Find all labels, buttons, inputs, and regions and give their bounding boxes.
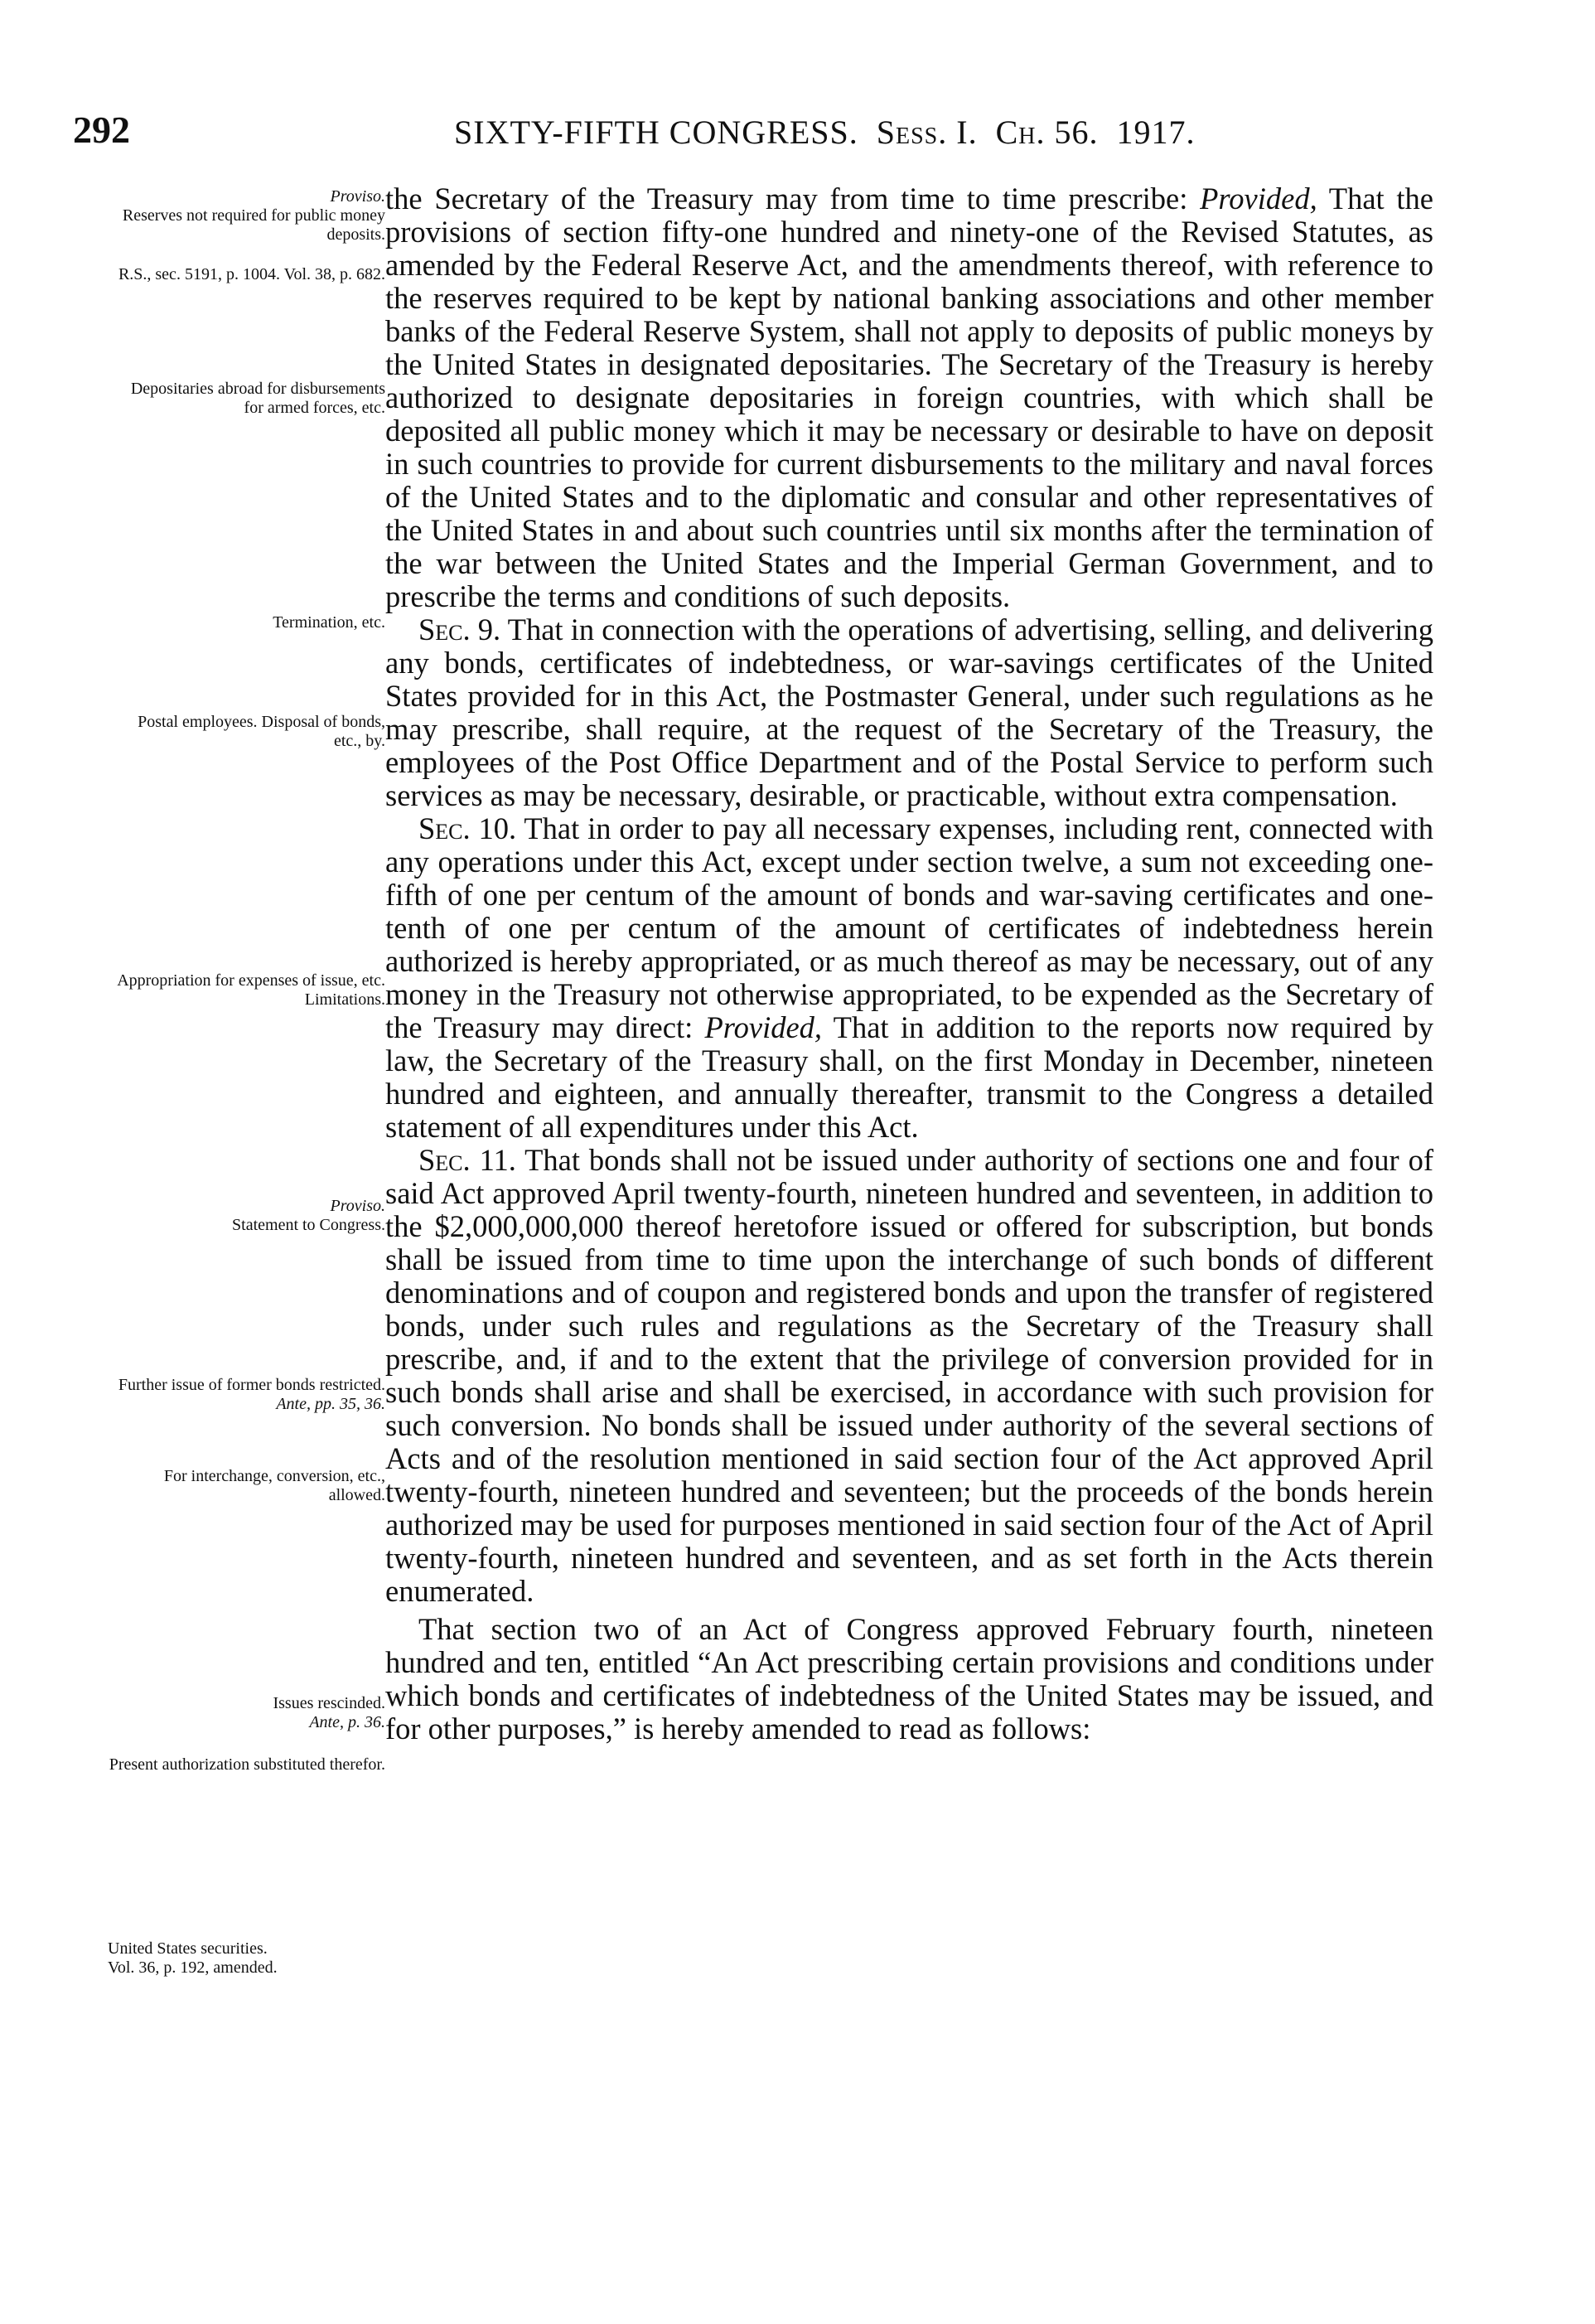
running-head [454, 113, 1195, 152]
running-head-session: Sess. I. [876, 114, 978, 151]
margin-note-text: Appropriation for expenses of issue, etc. Limitations. [117, 971, 385, 1009]
paragraph-amendment: That section two of an Act of Congress approved February fourth, nineteen hundred and ten, entitled “An Act prescribing certain provisions and conditions under which bonds and certificates of indebtedness of the United States may be issued, and for other purposes,” is hereby amended to read as follows: [385, 1612, 1433, 1745]
margin-note-text: Statement to Congress. [232, 1216, 385, 1234]
margin-note-postal [108, 713, 385, 751]
running-head-title: SIXTY-FIFTH CONGRESS. [454, 114, 858, 151]
margin-note-ref: Ante, pp. 35, 36. [276, 1395, 385, 1413]
section-text: That bonds shall not be issued under authority of sections one and four of said Act approved April twenty-fourth, nineteen hundred and seventeen, in addition to the $2,000,000,000 thereof heretofore issued or offered for subscription, but bonds shall be issued from time to time upon the interchange of such bonds of different denominations and of coupon and registered bonds and upon the transfer of registered bonds, under such rules and regulations as the Secretary of the Treasury shall prescribe, and, if and to the extent that the privilege of conversion provided for in such bonds shall arise and shall be exercised, in accordance with such provision for such conversion. No bonds shall be issued under authority of the several sections of Acts and of the resolution mentioned in said section four of the Act approved April twenty-fourth, nineteen hundred and seventeen; but the proceeds of the bonds herein authorized may be used for purposes mentioned in said section four of the Act of April twenty-fourth, nineteen hundred and seventeen, and as set forth in the Acts therein enumerated. [385, 1143, 1433, 1608]
section-label: Sec. 11. [418, 1143, 516, 1177]
margin-note-label: Proviso. [330, 187, 385, 206]
margin-note-statement [108, 1197, 385, 1235]
margin-note-rs-citation [108, 265, 385, 284]
margin-note-label: Proviso. [330, 1197, 385, 1215]
section-text: That in connection with the operations of advertising, selling, and delivering any bonds, certificates of indebtedness, or war-savings certificates of the United States provided for in this Act, the Postmaster General, under such regulations as he may prescribe, shall require, at the request of the Secretary of the Treasury, the employees of the Post Office Department and of the Postal Service to perform such services as may be necessary, desirable, or practicable, without extra compensation. [385, 612, 1433, 812]
section-text: That in addition to the reports now required by law, the Secretary of the Treasury shall, on the first Monday in December, nineteen hundred and eighteen, and annually thereafter, transmit to the Congress a detailed statement of all expenditures under this Act. [385, 1010, 1433, 1144]
paragraph-text: the Secretary of the Treasury may from time to time prescribe: [385, 182, 1201, 215]
margin-note-securities [108, 1939, 385, 1978]
proviso-word: Provided, [1200, 182, 1317, 215]
margin-note-termination [108, 613, 385, 632]
margin-note-text: Postal employees. Disposal of bonds, etc., by. [138, 713, 385, 750]
margin-note-ref: Ante, p. 36. [309, 1713, 385, 1731]
margin-note-appropriation [108, 971, 385, 1009]
margin-note-ref: Vol. 36, p. 192, amended. [108, 1958, 278, 1977]
margin-note-ref: R.S., sec. 5191, p. 1004. Vol. 38, p. 682. [118, 265, 385, 283]
paragraph-text: That the provisions of section fifty-one hundred and ninety-one of the Revised Statutes, as amended by the Federal Reserve Act, and the amendments thereof, with reference to the reserves required to be kept by national banking associations and other member banks of the Federal Reserve System, shall not apply to deposits of public moneys by the United States in designated depositaries. The Secretary of the Treasury is hereby authorized to designate depositaries in foreign countries, with which shall be deposited all public money which it may be necessary or desirable to have on deposit in such countries to provide for current disbursements to the military and naval forces of the United States and to the diplomatic and consular and other representatives of the United States in and about such countries until six months after the termination of the war between the United States and the Imperial German Government, and to prescribe the terms and conditions of such deposits. [385, 182, 1434, 613]
margin-note-depositaries [108, 380, 385, 418]
statute-text [385, 182, 1433, 1745]
margin-note-text: Reserves not required for public money deposits. [122, 206, 385, 244]
margin-note-further-issue [108, 1376, 385, 1414]
margin-note-text: United States securities. [108, 1939, 268, 1958]
margin-notes [108, 0, 385, 2324]
section-label: Sec. 10. [418, 811, 517, 845]
running-head-chapter: Ch. 56. [995, 114, 1099, 151]
margin-note-issues-rescinded [108, 1694, 385, 1732]
section-10 [385, 812, 1433, 1144]
running-head-year: 1917. [1116, 114, 1196, 151]
proviso-word: Provided, [704, 1010, 823, 1044]
margin-note-text: Present authorization substituted therefor. [109, 1755, 385, 1774]
margin-note-reserves [108, 187, 385, 245]
margin-note-text: Depositaries abroad for disbursements for armed forces, etc. [130, 380, 385, 417]
page-number: 292 [73, 109, 130, 151]
margin-note-present-authorization [108, 1755, 385, 1774]
section-11 [385, 1144, 1433, 1608]
section-9 [385, 613, 1433, 812]
section-label: Sec. 9. [418, 612, 501, 646]
margin-note-interchange [108, 1467, 385, 1505]
margin-note-text: Issues rescinded. [273, 1694, 385, 1712]
section-text: That in order to pay all necessary expenses, including rent, connected with any operations under this Act, except under section twelve, a sum not exceeding one-fifth of one per centum of the amount of bonds and war-saving certificates and one-tenth of one per centum of the amount of certificates of indebtedness herein authorized is hereby appropriated, or as much thereof as may be necessary, out of any money in the Treasury not otherwise appropriated, to be expended as the Secretary of the Treasury may direct: [385, 811, 1433, 1044]
margin-note-text: Further issue of former bonds restricted. [118, 1376, 385, 1394]
paragraph-reserves [385, 182, 1433, 613]
margin-note-text: Termination, etc. [273, 613, 385, 632]
margin-note-text: For interchange, conversion, etc., allowed. [163, 1467, 385, 1504]
